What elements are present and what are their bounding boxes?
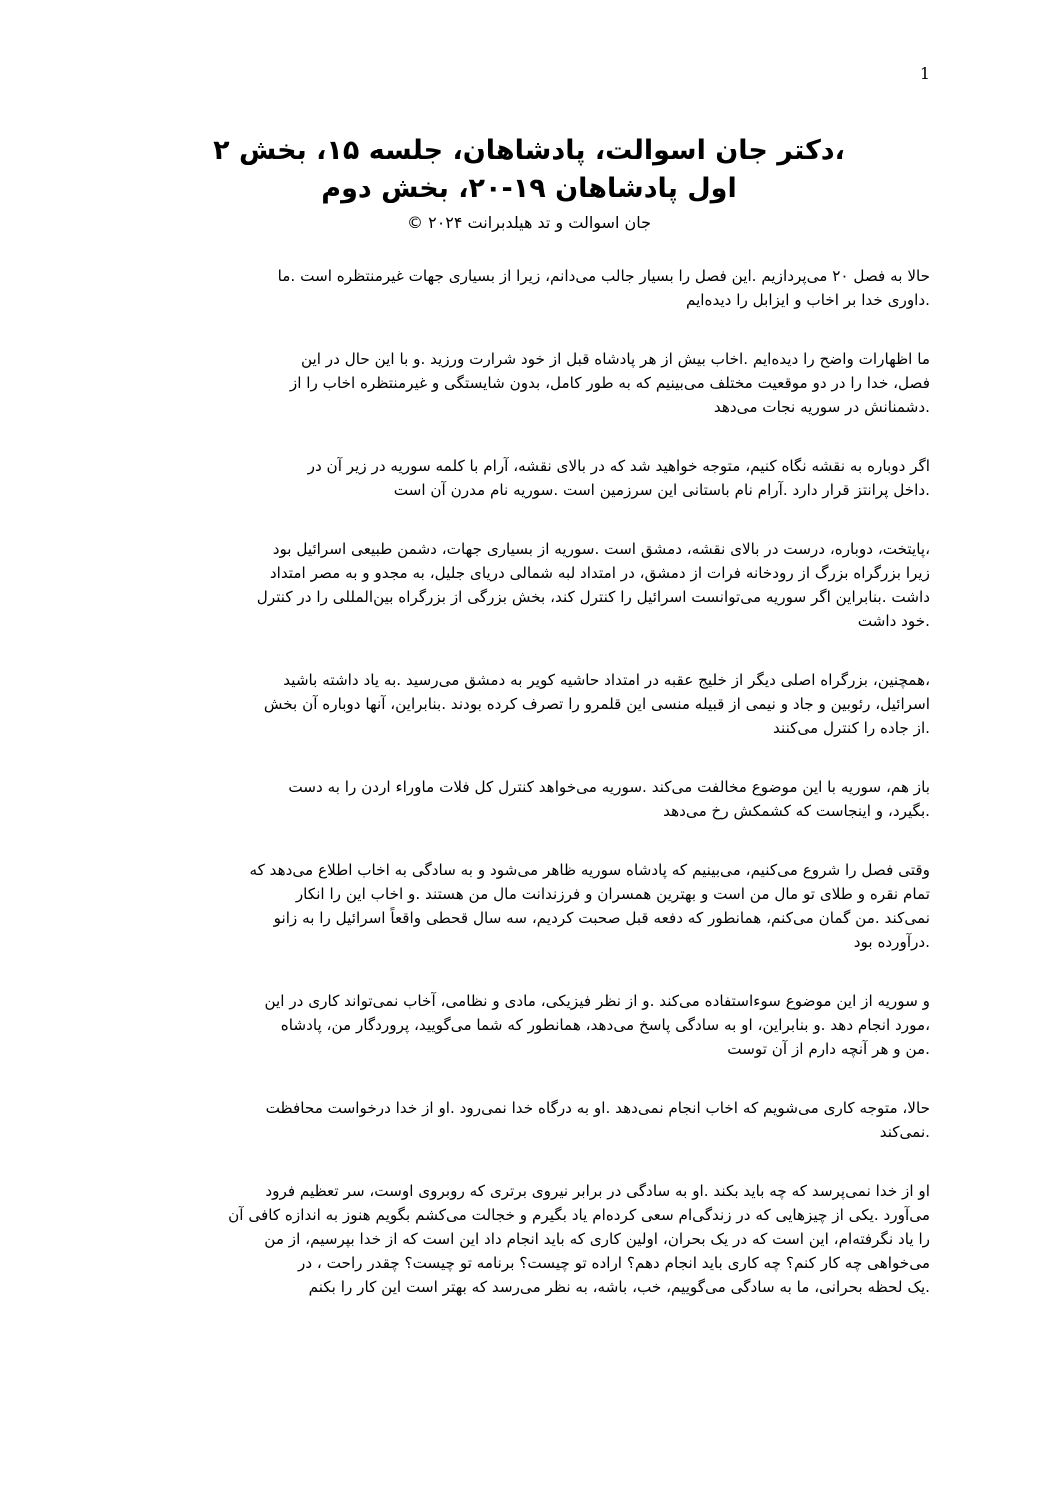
paragraph-line: اسرائیل، رئوبین و جاد و نیمی از قبیله منسی این قلمرو را تصرف کرده بودند .بنابراین، آنها دوباره آن بخش <box>263 695 930 713</box>
paragraph-2 <box>128 347 930 419</box>
paragraph-line: اگر دوباره به نقشه نگاه کنیم، متوجه خواهید شد که در بالای نقشه، آرام با کلمه سوریه در زیر آن در <box>307 457 930 475</box>
paragraph-8 <box>128 989 930 1061</box>
paragraph-1 <box>128 264 930 312</box>
paragraph-5 <box>128 668 930 740</box>
paragraph-line: .دشمنانش در سوریه نجات می‌دهد <box>713 398 930 416</box>
page-subtitle: اول پادشاهان ۱۹-۲۰، بخش دوم <box>321 173 737 204</box>
paragraph-line: .داوری خدا بر اخاب و ایزابل را دیده‌ایم <box>685 291 930 309</box>
paragraph-line: ،پایتخت، دوباره، درست در بالای نقشه، دمشق است .سوریه از بسیاری جهات، دشمن طبیعی اسرائیل بود <box>272 540 930 558</box>
paragraph-line: زیرا بزرگراه بزرگ از رودخانه فرات از دمشق، در امتداد لبه شمالی دریای جلیل، به مجدو و به مصر امتداد <box>269 564 930 582</box>
paragraph-line: وقتی فصل را شروع می‌کنیم، می‌بینیم که پادشاه سوریه ظاهر می‌شود و به سادگی به اخاب اطلاع می‌دهد که <box>249 861 930 879</box>
paragraph-line: را یاد نگرفته‌ام، این است که در یک بحران، اولین کاری که باید انجام داد این است که از خدا بپرسیم، از من <box>264 1230 930 1248</box>
paragraph-line: او از خدا نمی‌پرسد که چه باید بکند .او به سادگی در برابر نیروی برتری که روبروی اوست، سر تعظیم فرود <box>265 1182 930 1200</box>
title-block <box>128 132 930 236</box>
paragraph-line: ما اظهارات واضح را دیده‌ایم .اخاب بیش از هر پادشاه قبل از خود شرارت ورزید .و با این حال در این <box>300 350 930 368</box>
paragraph-3 <box>128 454 930 502</box>
paragraph-line: .بگیرد، و اینجاست که کشمکش رخ می‌دهد <box>663 802 930 820</box>
paragraph-line: نمی‌کند .من گمان می‌کنم، همانطور که دفعه قبل صحبت کردیم، سه سال قحطی واقعاً اسرائیل را به زانو <box>273 909 930 927</box>
paragraph-line: حالا به فصل ۲۰ می‌پردازیم .این فصل را بسیار جالب می‌دانم، زیرا از بسیاری جهات غیرمنتظره است .ما <box>277 267 930 285</box>
paragraph-line: تمام نقره و طلای تو مال من است و بهترین همسران و فرزندانت مال من هستند .و اخاب این را انکار <box>295 885 930 903</box>
paragraph-line: ،مورد انجام دهد .و بنابراین، او به سادگی پاسخ می‌دهد، همانطور که شما می‌گویید، پروردگار من، پادشاه <box>280 1016 930 1034</box>
paragraph-line: .داخل پرانتز قرار دارد .آرام نام باستانی این سرزمین است .سوریه نام مدرن آن است <box>393 481 930 499</box>
paragraph-line: داشت .بنابراین اگر سوریه می‌توانست اسرائیل را کنترل کند، بخش بزرگی از بزرگراه بین‌المللی را در کنترل <box>256 588 930 606</box>
paragraph-line: می‌آورد .یکی از چیزهایی که در زندگی‌ام سعی کرده‌ام یاد بگیرم و خجالت می‌کشم بگویم هنوز به اندازه کافی آن <box>228 1206 930 1224</box>
paragraph-line: .خود داشت <box>857 612 930 630</box>
paragraph-10 <box>128 1179 930 1299</box>
paragraph-7 <box>128 858 930 954</box>
paragraph-line: .من و هر آنچه دارم از آن توست <box>727 1040 930 1058</box>
paragraph-line: ،همچنین، بزرگراه اصلی دیگر از خلیج عقبه در امتداد حاشیه کویر به دمشق می‌رسید .به یاد داشته باشید <box>283 671 930 689</box>
paragraph-line: .نمی‌کند <box>879 1123 930 1141</box>
copyright-line: جان اسوالت و تد هیلدبرانت ۲۰۲۴ © <box>407 213 651 232</box>
page-title: ،دکتر جان اسوالت، پادشاهان، جلسه ۱۵، بخش ۲ <box>213 135 845 166</box>
paragraph-line: .یک لحظه بحرانی، ما به سادگی می‌گوییم، خب، باشه، به نظر می‌رسد که بهتر است این کار را بکنم <box>308 1278 930 1296</box>
paragraph-4 <box>128 537 930 633</box>
paragraph-9 <box>128 1096 930 1144</box>
paragraph-line: باز هم، سوریه با این موضوع مخالفت می‌کند .سوریه می‌خواهد کنترل کل فلات ماوراء اردن را به دست <box>288 778 930 796</box>
paragraph-line: و سوریه از این موضوع سوءاستفاده می‌کند .و از نظر فیزیکی، مادی و نظامی، آخاب نمی‌تواند کاری در این <box>264 992 930 1010</box>
paragraph-line: .از جاده را کنترل می‌کنند <box>773 719 930 737</box>
page-number: 1 <box>919 64 930 83</box>
paragraph-line: می‌خواهی چه کار کنم؟ چه کاری باید انجام دهم؟ اراده تو چیست؟ برنامه تو چیست؟ چقدر راحت ، در <box>297 1254 930 1272</box>
paragraph-line: .درآورده بود <box>853 933 930 951</box>
paragraph-line: حالا، متوجه کاری می‌شویم که اخاب انجام نمی‌دهد .او به درگاه خدا نمی‌رود .او از خدا درخواست محافظت <box>265 1099 930 1117</box>
paragraph-6 <box>128 775 930 823</box>
paragraph-line: فصل، خدا را در دو موقعیت مختلف می‌بینیم که به طور کامل، بدون شایستگی و غیرمنتظره اخاب را از <box>289 374 930 392</box>
body-text <box>128 264 930 1334</box>
